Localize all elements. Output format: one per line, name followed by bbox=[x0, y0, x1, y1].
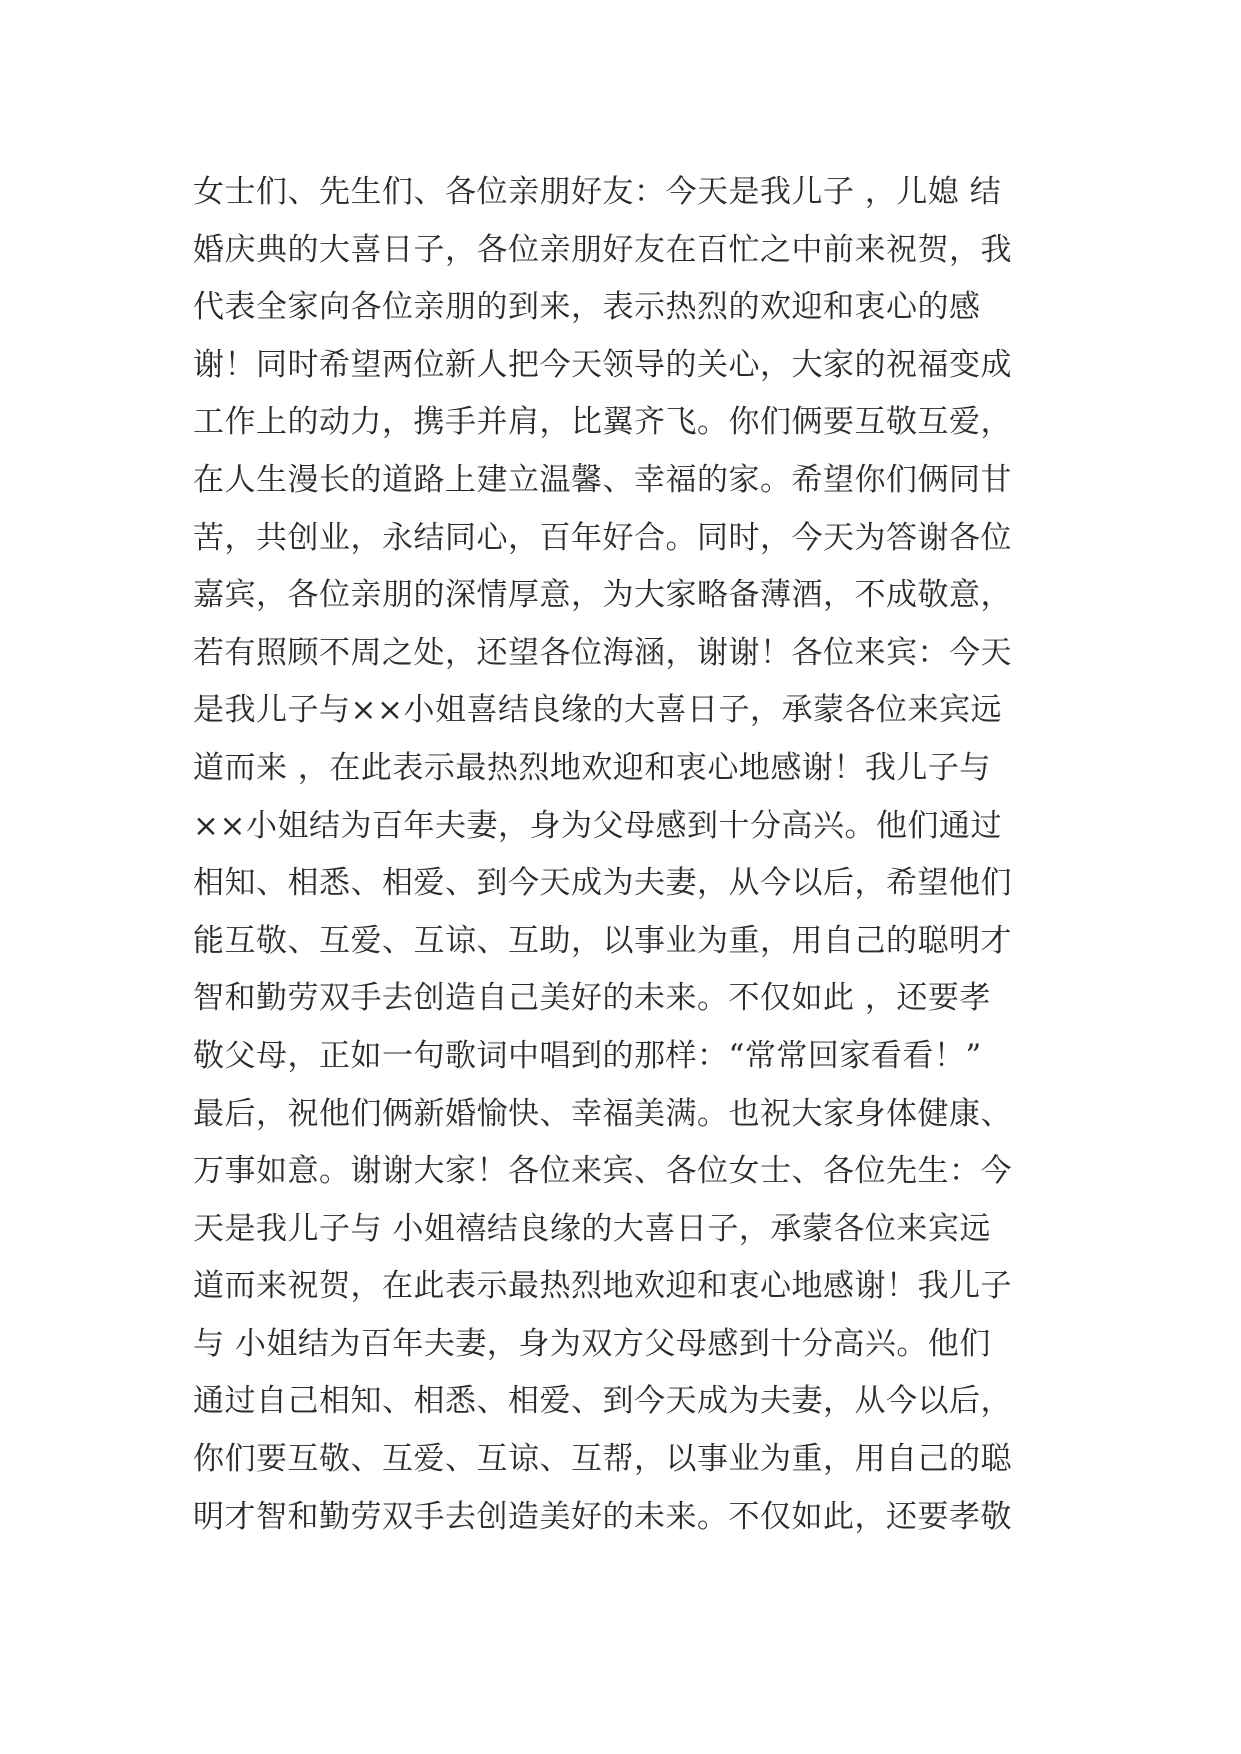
text-line: 天是我儿子与 小姐禧结良缘的大喜日子，承蒙各位来宾远 bbox=[193, 1210, 991, 1247]
text-line: 最后，祝他们俩新婚愉快、幸福美满。也祝大家身体健康、 bbox=[193, 1095, 1012, 1132]
text-line: 能互敬、互爱、互谅、互助，以事业为重，用自己的聪明才 bbox=[193, 922, 1012, 959]
text-line: 你们要互敬、互爱、互谅、互帮，以事业为重，用自己的聪 bbox=[193, 1441, 1012, 1478]
text-line: 相知、相悉、相爱、到今天成为夫妻，从今以后，希望他们 bbox=[193, 865, 1012, 902]
text-line: 是我儿子与××小姐喜结良缘的大喜日子，承蒙各位来宾远 bbox=[193, 692, 1002, 729]
text-line: 工作上的动力，携手并肩，比翼齐飞。你们俩要互敬互爱， bbox=[193, 404, 1012, 441]
text-line: 女士们、先生们、各位亲朋好友：今天是我儿子 ，儿媳 结 bbox=[193, 174, 1002, 210]
text-line: 代表全家向各位亲朋的到来，表示热烈的欢迎和衷心的感 bbox=[193, 289, 981, 326]
text-line: 与 小姐结为百年夫妻，身为双方父母感到十分高兴。他们 bbox=[193, 1325, 991, 1362]
text-line: 万事如意。谢谢大家！各位来宾、各位女士、各位先生：今 bbox=[193, 1153, 1012, 1190]
text-line: 苦，共创业，永结同心，百年好合。同时，今天为答谢各位 bbox=[193, 519, 1012, 556]
text-line: ××小姐结为百年夫妻，身为父母感到十分高兴。他们通过 bbox=[193, 807, 1002, 844]
text-line: 在人生漫长的道路上建立温馨、幸福的家。希望你们俩同甘 bbox=[193, 461, 1012, 498]
text-line: 谢！同时希望两位新人把今天领导的关心，大家的祝福变成 bbox=[193, 346, 1012, 383]
speech-body bbox=[193, 164, 1073, 1546]
text-line: 道而来 ，在此表示最热烈地欢迎和衷心地感谢！我儿子与 bbox=[193, 749, 991, 786]
text-line: 明才智和勤劳双手去创造美好的未来。不仅如此，还要孝敬 bbox=[193, 1498, 1012, 1535]
text-line: 敬父母，正如一句歌词中唱到的那样：“常常回家看看！” bbox=[193, 1037, 982, 1074]
text-line: 若有照顾不周之处，还望各位海涵，谢谢！各位来宾：今天 bbox=[193, 634, 1012, 671]
text-line: 婚庆典的大喜日子，各位亲朋好友在百忙之中前来祝贺，我 bbox=[193, 231, 1012, 268]
text-line: 通过自己相知、相悉、相爱、到今天成为夫妻，从今以后， bbox=[193, 1383, 1012, 1420]
text-line: 智和勤劳双手去创造自己美好的未来。不仅如此 ，还要孝 bbox=[193, 980, 991, 1017]
text-line: 道而来祝贺，在此表示最热烈地欢迎和衷心地感谢！我儿子 bbox=[193, 1268, 1012, 1305]
text-line: 嘉宾，各位亲朋的深情厚意，为大家略备薄酒，不成敬意， bbox=[193, 577, 1012, 614]
